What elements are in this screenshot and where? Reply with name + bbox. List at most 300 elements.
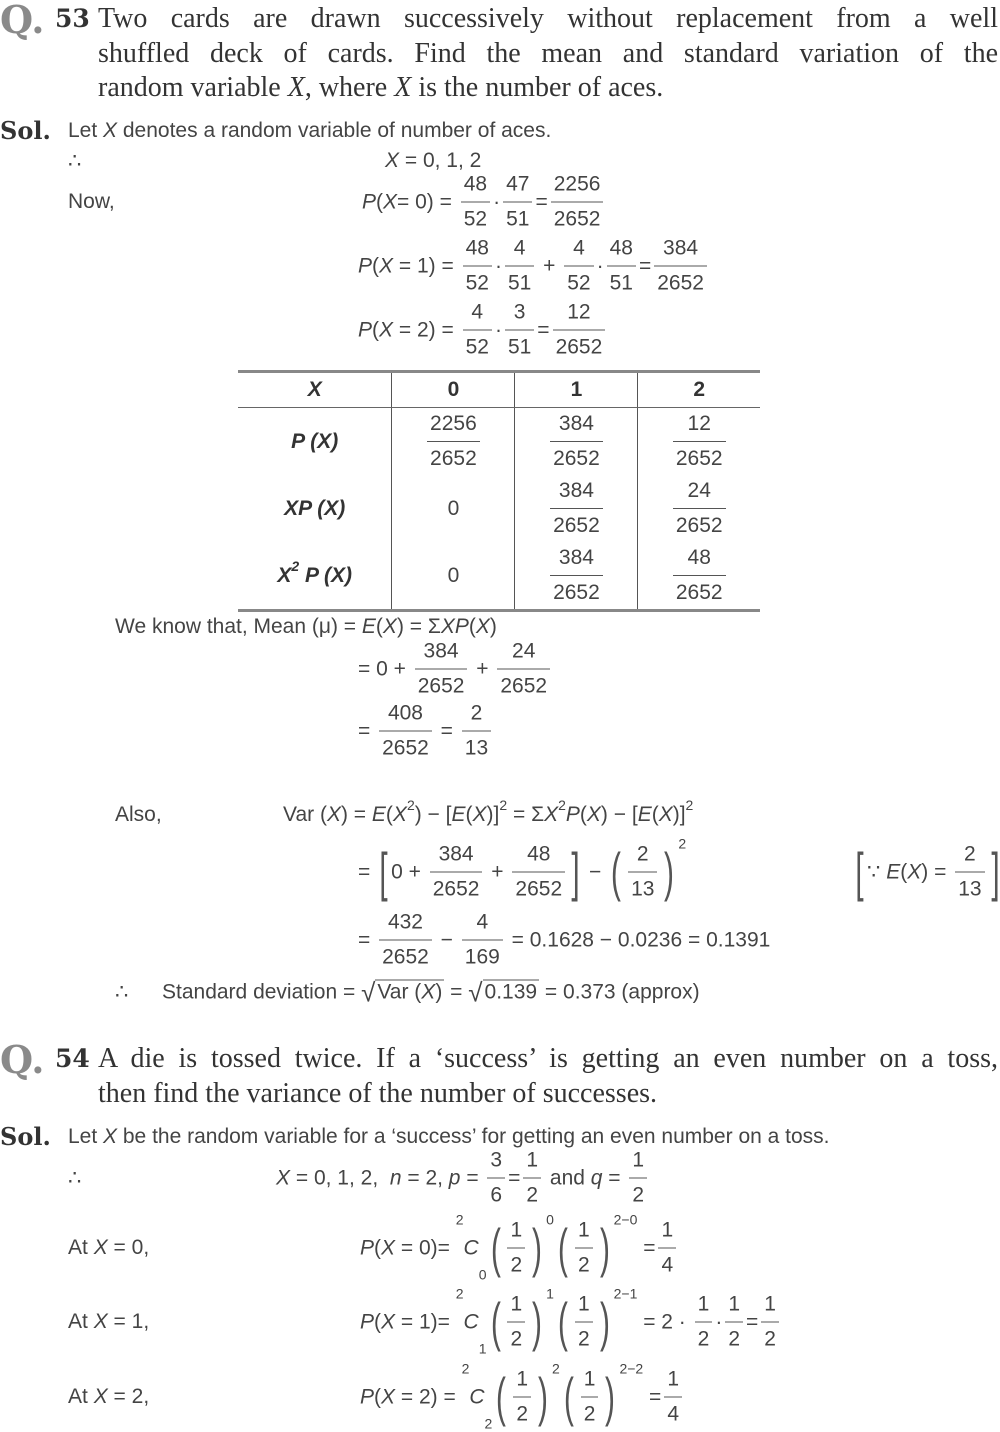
table-header-row (238, 372, 760, 408)
cell-content (670, 411, 729, 472)
math-variable: P (358, 318, 373, 341)
solution-intro (68, 119, 551, 143)
large-bracket: ) (538, 1367, 548, 1427)
math-text: is the number of aces. (411, 72, 664, 103)
math-text: 2 (632, 1183, 645, 1207)
math-text: 1 (583, 1367, 596, 1391)
math-text: 52 (465, 335, 489, 359)
math-text: − (434, 928, 459, 951)
therefore-symbol: ∴ (115, 980, 129, 1004)
math-text: ( (468, 615, 476, 638)
math-text: We know that, Mean (μ) = (115, 615, 362, 638)
denominator (673, 575, 726, 606)
math-variable: X (394, 72, 412, 103)
math-variable: P (360, 1310, 375, 1333)
subscript: 1 (478, 1340, 487, 1357)
math-text: random variable (98, 72, 288, 103)
table-cell (638, 542, 760, 611)
math-text: = 2) = (395, 1385, 462, 1408)
numerator (664, 1367, 682, 1397)
math-text: = 2, (107, 1385, 150, 1408)
denominator (523, 1178, 541, 1209)
fraction (462, 701, 491, 762)
math-text: 2652 (675, 514, 723, 537)
math-text: 4 (476, 910, 489, 934)
math-text: = 2, (401, 1166, 449, 1189)
math-variable: X (475, 615, 490, 638)
superscript: 2 (558, 797, 566, 813)
math-text: = (638, 254, 652, 277)
large-bracket: ) (599, 1218, 610, 1278)
math-text: ) = (340, 803, 372, 826)
numerator (468, 701, 486, 731)
math-text: 6 (490, 1183, 503, 1207)
fraction (664, 1367, 682, 1428)
standard-deviation (162, 977, 700, 1008)
fraction (550, 411, 603, 472)
math-text: denotes a random variable of number of aces. (117, 119, 552, 142)
fraction (430, 842, 483, 903)
denominator (664, 1397, 682, 1428)
table-cell (392, 475, 515, 542)
math-text: 2652 (382, 945, 429, 969)
math-text: 13 (958, 877, 982, 901)
math-text: = 0)= (395, 1236, 456, 1259)
denominator (379, 940, 432, 971)
fraction (673, 478, 726, 539)
denominator (487, 1178, 505, 1209)
numerator (507, 1218, 525, 1248)
math-text: 48 (687, 546, 711, 569)
table-row (238, 408, 760, 476)
math-text: 408 (387, 701, 423, 725)
denominator (695, 1322, 713, 1353)
math-variable: E (637, 803, 652, 826)
mean-step-2 (358, 701, 494, 762)
math-text: 13 (464, 736, 489, 760)
superscript: 2 (678, 835, 687, 852)
variance-step-1 (358, 835, 687, 903)
cell-content (547, 545, 606, 606)
math-variable: X (287, 72, 305, 103)
denominator (575, 1248, 593, 1279)
fraction (550, 545, 603, 606)
variance-formula (283, 797, 694, 827)
superscript: 2 (406, 797, 415, 813)
table-cell (515, 542, 638, 611)
numerator (551, 172, 604, 202)
question-number: 53 (55, 4, 90, 33)
math-text: 48 (609, 236, 633, 260)
math-text: + (470, 657, 495, 680)
math-text: Var ( (377, 980, 422, 1004)
math-text: and (544, 1166, 591, 1189)
math-text: = (537, 318, 550, 341)
question-number: 54 (55, 1044, 90, 1073)
math-text: A die is tossed twice. If a ‘success’ is getting an even number on a toss, (98, 1043, 998, 1074)
radicand (483, 980, 540, 1005)
numerator (629, 1148, 647, 1178)
math-text: 52 (463, 207, 488, 231)
numerator (725, 1292, 743, 1322)
denominator (379, 731, 432, 762)
math-variable: X (381, 1236, 396, 1259)
math-variable: X (381, 1310, 396, 1333)
math-variable: X (103, 1125, 118, 1148)
math-text: 4 (573, 236, 585, 260)
square-root (361, 977, 444, 1008)
denominator (430, 872, 483, 903)
superscript: 2 (291, 557, 300, 574)
numerator (463, 236, 492, 266)
large-bracket: ) (532, 1218, 543, 1278)
math-text: 2256 (553, 172, 601, 196)
math-text: 2652 (417, 674, 465, 698)
large-bracket: ( (496, 1367, 507, 1427)
math-variable: X (544, 803, 559, 826)
math-text: = (746, 1310, 759, 1333)
math-text: = (508, 1166, 521, 1189)
large-bracket: ) (664, 842, 675, 902)
numerator (634, 842, 652, 872)
fraction (415, 639, 468, 700)
math-text: 3 (513, 300, 526, 324)
math-text: 47 (506, 172, 530, 196)
question-line (98, 1077, 998, 1112)
math-text: 1 (510, 1218, 523, 1242)
math-variable: X (276, 1166, 291, 1189)
math-text: = (358, 928, 377, 951)
fraction (512, 842, 565, 903)
fraction (379, 701, 432, 762)
math-text: ) = (921, 860, 953, 883)
math-text: P (X) (299, 563, 353, 587)
math-variable: E (886, 860, 901, 883)
math-variable: X (907, 860, 922, 883)
math-text: 2652 (553, 447, 600, 470)
row-label (238, 408, 392, 476)
math-text: 2652 (553, 514, 600, 537)
math-text: 432 (387, 910, 423, 934)
fraction (607, 236, 636, 297)
denominator (463, 330, 492, 361)
denominator (629, 1178, 647, 1209)
cell-content (291, 430, 338, 454)
solution-label: Sol. (0, 116, 51, 145)
math-text: = (434, 719, 459, 742)
fraction (427, 411, 480, 472)
large-bracket: ) (605, 1367, 616, 1427)
superscript: 2 (461, 1360, 470, 1377)
denominator (462, 940, 503, 971)
cell-content (547, 478, 606, 539)
math-text: 2652 (555, 335, 603, 359)
question-line (98, 1042, 998, 1077)
denominator (581, 1397, 599, 1428)
x-values (385, 149, 481, 173)
large-bracket: ( (563, 1367, 574, 1427)
superscript: 2 (499, 797, 508, 813)
math-text: ( (374, 1385, 382, 1408)
math-text: 2 (516, 1402, 529, 1426)
fraction (523, 1148, 541, 1209)
math-text: 13 (631, 877, 655, 901)
math-text: ) = Σ (396, 615, 441, 638)
math-text: At (68, 1310, 94, 1333)
math-text: 2 (964, 842, 976, 866)
math-text: ∵ (867, 860, 887, 884)
denominator (550, 441, 603, 472)
math-text: 2 (510, 1327, 523, 1351)
math-variable: XP (440, 615, 469, 638)
binomial-parameters (276, 1148, 650, 1209)
question-line (98, 71, 998, 106)
numerator (685, 545, 714, 575)
numerator (436, 842, 477, 872)
math-text: = 0) = (397, 190, 458, 213)
math-text: 384 (423, 639, 459, 663)
fraction (550, 478, 603, 539)
math-text: 52 (465, 271, 489, 295)
table-cell (392, 408, 515, 476)
math-variable: X (379, 318, 394, 341)
denominator (673, 441, 726, 472)
question-line (98, 2, 998, 37)
large-bracket: ] (571, 842, 580, 902)
numerator (524, 842, 553, 872)
math-text: 2 (636, 842, 649, 866)
table-row (238, 475, 760, 542)
math-text: ( (579, 803, 587, 826)
subscript: 0 (478, 1266, 487, 1283)
fraction (505, 300, 534, 361)
math-text: shuffled deck of cards. Find the mean and standard variation of the (98, 37, 998, 69)
superscript: 2 (455, 1285, 464, 1302)
large-bracket: ( (611, 842, 622, 902)
cell-content (284, 497, 345, 521)
math-text: )] (672, 803, 686, 826)
math-text: 384 (438, 842, 474, 866)
numerator (468, 300, 486, 330)
math-variable: X (586, 803, 601, 826)
numerator (461, 172, 490, 202)
superscript: 2−1 (613, 1285, 638, 1302)
probability-x0 (360, 1211, 679, 1283)
math-text: 48 (465, 236, 489, 260)
cell-content (547, 411, 606, 472)
math-text: 1 (728, 1292, 741, 1316)
fraction (564, 236, 593, 297)
math-text: 1 (667, 1367, 679, 1391)
denominator (505, 266, 534, 297)
superscript: 2−0 (613, 1211, 638, 1228)
large-bracket: ( (490, 1218, 501, 1278)
math-text: )] (486, 803, 500, 826)
math-text: 2652 (553, 581, 600, 604)
math-text: − (583, 860, 608, 883)
fraction (654, 236, 707, 297)
math-text: 2 (764, 1327, 776, 1351)
probability-x2 (360, 1360, 685, 1432)
math-text: ( (385, 803, 393, 826)
math-text: 2652 (675, 581, 723, 604)
fraction (955, 842, 984, 903)
large-bracket: [ (855, 842, 864, 902)
numerator (660, 236, 701, 266)
fraction (513, 1367, 531, 1428)
therefore-symbol: ∴ (68, 1166, 82, 1190)
math-variable: E (361, 615, 376, 638)
denominator (497, 669, 550, 700)
numerator (511, 236, 529, 266)
math-text: + (537, 254, 562, 277)
math-text: 24 (512, 639, 536, 663)
numerator (685, 411, 714, 441)
math-variable: p (448, 1166, 461, 1189)
question-53-text (98, 2, 998, 106)
math-variable: q (590, 1166, 603, 1189)
math-text: , where (304, 72, 395, 103)
numerator (564, 300, 593, 330)
large-bracket: ] (990, 842, 1000, 902)
math-text: = 0.1628 − 0.0236 = 0.1391 (505, 928, 771, 951)
math-variable: P (362, 190, 377, 213)
table-header-value: 0 (392, 372, 515, 408)
math-variable: C (463, 1310, 479, 1333)
math-text: 2 (728, 1327, 741, 1351)
math-text: 2 (510, 1253, 523, 1277)
denominator (725, 1322, 743, 1353)
math-text: = 2 · (637, 1310, 692, 1333)
denominator (507, 1322, 525, 1353)
math-variable: X (382, 615, 397, 638)
numerator (427, 411, 480, 441)
math-text: ) (435, 980, 443, 1004)
math-text: 51 (609, 271, 633, 295)
math-text: 1 (577, 1292, 590, 1316)
math-variable: E (371, 803, 386, 826)
cell-content (670, 478, 729, 539)
denominator (462, 731, 491, 762)
math-text: 1 (764, 1292, 776, 1316)
fraction (379, 910, 432, 971)
math-text: 384 (663, 236, 699, 260)
large-bracket: ) (532, 1292, 543, 1352)
math-variable: X (326, 803, 341, 826)
superscript: 2−2 (619, 1360, 644, 1377)
probability-x0 (362, 172, 606, 233)
math-variable: P (360, 1385, 375, 1408)
fraction (507, 1218, 525, 1279)
math-text: = (460, 1166, 485, 1189)
math-text: 384 (558, 546, 594, 569)
math-text: 2652 (430, 447, 477, 470)
math-text: = (535, 190, 548, 213)
math-text: be the random variable for a ‘success’ for getting an even number on a toss. (117, 1125, 830, 1148)
math-text: · (596, 254, 604, 277)
numerator (761, 1292, 779, 1322)
math-text: 12 (567, 300, 591, 324)
fraction (695, 1292, 713, 1353)
math-text: = (602, 1166, 627, 1189)
math-text: Let (68, 119, 104, 142)
fraction (553, 300, 606, 361)
math-text: 1 (661, 1218, 674, 1242)
fraction (658, 1218, 676, 1279)
fraction (673, 545, 726, 606)
numerator (556, 478, 597, 508)
math-text: = (643, 1385, 662, 1408)
math-text: = 0, (107, 1236, 150, 1259)
subscript: 2 (484, 1415, 493, 1432)
large-bracket: ( (557, 1218, 568, 1278)
math-text: 1 (697, 1292, 710, 1316)
superscript: 0 (546, 1211, 554, 1228)
math-text: X (277, 563, 292, 587)
fraction (487, 1148, 505, 1209)
row-label (238, 475, 392, 542)
radicand (375, 980, 444, 1005)
numerator (575, 1218, 593, 1248)
math-text: 2 (577, 1253, 590, 1277)
math-variable: X (93, 1310, 108, 1333)
fraction (628, 842, 657, 903)
superscript: 1 (546, 1285, 554, 1302)
denominator (461, 202, 490, 233)
math-text: 2652 (675, 447, 723, 470)
math-text: ( (374, 1236, 382, 1259)
math-text: 1 (632, 1148, 645, 1172)
numerator (513, 1367, 531, 1397)
table-header-variable: X (238, 372, 392, 408)
math-variable: X (658, 803, 673, 826)
denominator (955, 872, 984, 903)
cell-content (448, 564, 460, 588)
numerator (385, 910, 426, 940)
numerator (503, 172, 532, 202)
math-text: 0 + (391, 860, 427, 883)
math-text: ( (465, 803, 473, 826)
large-bracket: [ (379, 842, 388, 902)
therefore-symbol: ∴ (68, 149, 82, 173)
math-text: 2652 (500, 674, 548, 698)
fraction (503, 172, 532, 233)
numerator (556, 545, 597, 575)
math-text: ) − [ (414, 803, 452, 826)
denominator (564, 266, 593, 297)
mean-formula (115, 615, 497, 639)
math-text: 2652 (515, 877, 563, 901)
superscript: 2 (455, 1211, 464, 1228)
denominator (551, 202, 604, 233)
probability-distribution-table (238, 370, 760, 612)
square-root (468, 977, 539, 1008)
math-variable: P (565, 803, 580, 826)
fraction (463, 300, 492, 361)
math-text: 4 (471, 300, 484, 324)
math-variable: X (385, 149, 400, 172)
large-bracket: ) (599, 1292, 610, 1352)
table-header-value: 2 (638, 372, 760, 408)
denominator (575, 1322, 593, 1353)
math-text: Two cards are drawn successively without replacement from a well (98, 3, 998, 34)
large-bracket: ( (557, 1292, 568, 1352)
math-text: 384 (558, 412, 594, 435)
math-variable: X (379, 254, 394, 277)
math-text: = 0 + (358, 657, 412, 680)
math-text: 2652 (657, 271, 704, 295)
math-variable: C (463, 1236, 479, 1259)
